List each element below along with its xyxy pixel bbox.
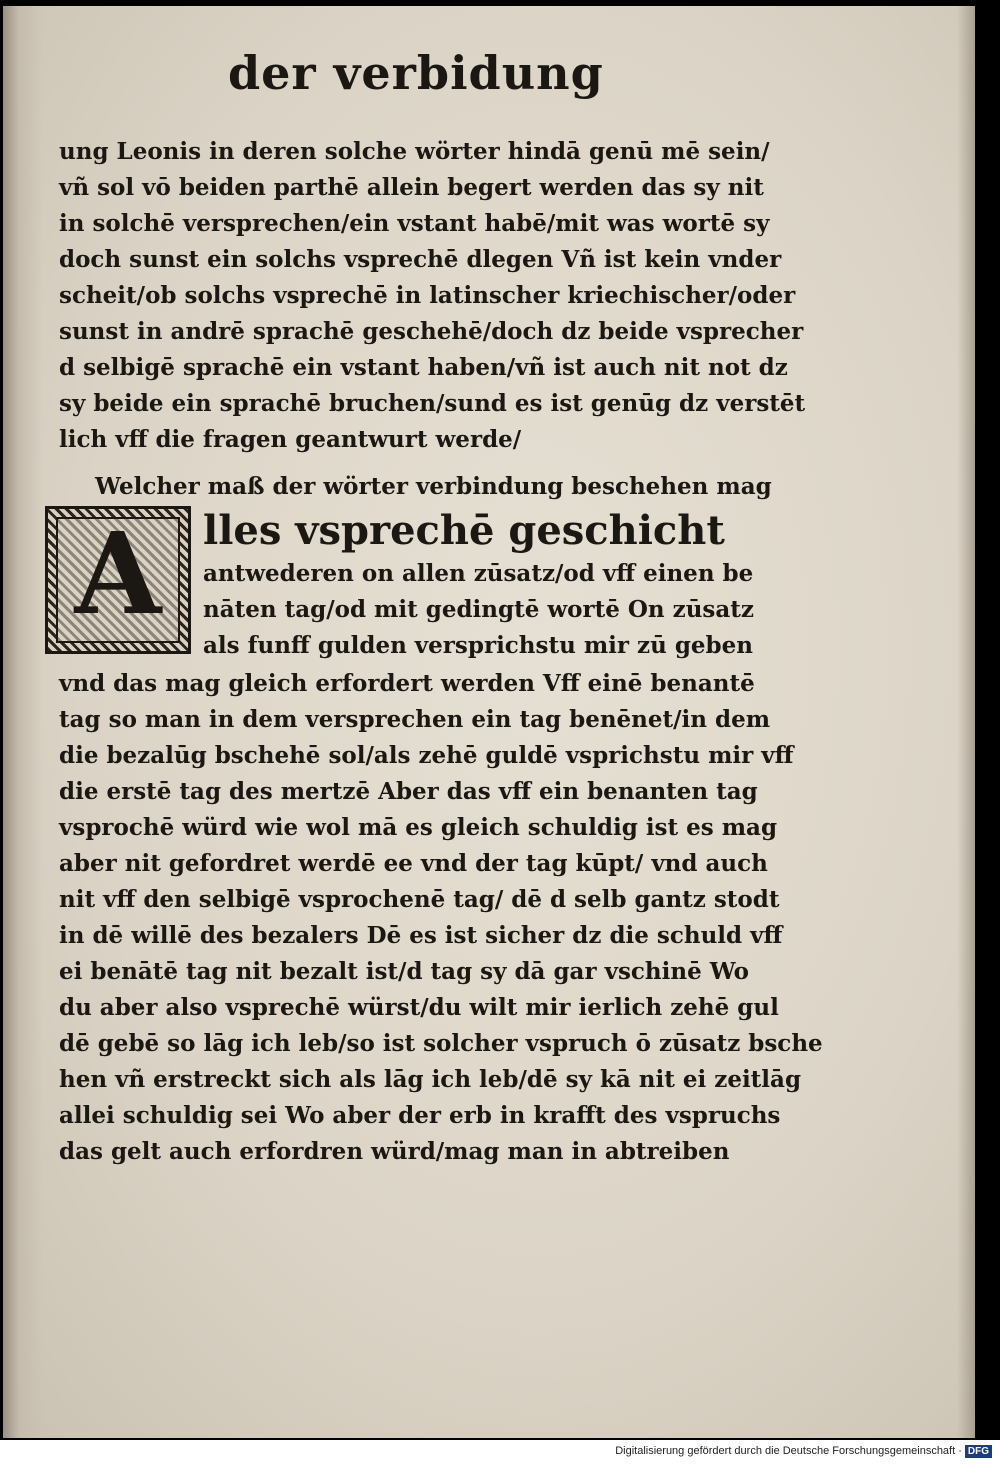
text-block-bottom <box>59 666 823 1170</box>
text-line: doch sunst ein solchs vsprechē dlegen Vñ ist kein vnder <box>59 246 782 273</box>
section-heading: Welcher maß der wörter verbindung beschehen mag <box>95 473 772 500</box>
text-line: scheit/ob solchs vsprechē in latinscher kriechischer/oder <box>59 282 796 309</box>
text-line: allei schuldig sei Wo aber der erb in krafft des vspruchs <box>59 1102 781 1129</box>
text-line: die bezalūg bschehē sol/als zehē guldē vsprichstu mir vff <box>59 742 794 769</box>
text-line: vsprochē würd wie wol mā es gleich schuldig ist es mag <box>59 814 778 841</box>
text-line: lich vff die fragen geantwurt werde/ <box>59 426 522 453</box>
text-line: dē gebē so lāg ich leb/so ist solcher vspruch ō zūsatz bsche <box>59 1030 823 1057</box>
dfg-logo[interactable]: DFG <box>965 1445 992 1458</box>
text-line: in dē willē des bezalers Dē es ist sicher dz die schuld vff <box>59 922 783 949</box>
page-gutter-shadow <box>3 6 43 1438</box>
text-line: als funff gulden versprichstu mir zū geben <box>203 632 753 659</box>
page-edge-shadow <box>957 6 975 1438</box>
text-block-initial <box>203 506 783 664</box>
text-line: aber nit gefordret werdē ee vnd der tag kūpt/ vnd auch <box>59 850 768 877</box>
text-line: tag so man in dem versprechen ein tag benēnet/in dem <box>59 706 771 733</box>
book-page <box>3 6 975 1438</box>
text-block-top <box>59 134 806 458</box>
text-line: vnd das mag gleich erfordert werden Vff einē benantē <box>59 670 755 697</box>
text-line: die erstē tag des mertzē Aber das vff ein benanten tag <box>59 778 758 805</box>
running-head-title: der verbidung <box>228 46 604 100</box>
text-line: das gelt auch erfordren würd/mag man in abtreiben <box>59 1138 730 1165</box>
text-line: sunst in andrē sprachē geschehē/doch dz beide vsprecher <box>59 318 804 345</box>
text-line: antwederen on allen zūsatz/od vff einen be <box>203 560 754 587</box>
text-line: sy beide ein sprachē bruchen/sund es ist genūg dz verstēt <box>59 390 806 417</box>
initial-letter: A <box>74 509 162 640</box>
first-line-large: lles vsprechē geschicht <box>203 507 725 554</box>
text-line: vñ sol vō beiden parthē allein begert werden das sy nit <box>59 174 764 201</box>
text-line: hen vñ erstreckt sich als lāg ich leb/dē sy kā nit ei zeitlāg <box>59 1066 802 1093</box>
decorated-initial <box>45 506 191 654</box>
digitization-credit <box>615 1445 992 1458</box>
text-line: in solchē versprechen/ein vstant habē/mit was wortē sy <box>59 210 770 237</box>
credit-text: Digitalisierung gefördert durch die Deutsche Forschungsgemeinschaft · <box>615 1445 962 1457</box>
text-line: nit vff den selbigē vsprochenē tag/ dē d selb gantz stodt <box>59 886 780 913</box>
text-line: d selbigē sprachē ein vstant haben/vñ ist auch nit not dz <box>59 354 788 381</box>
text-line: du aber also vsprechē würst/du wilt mir ierlich zehē gul <box>59 994 779 1021</box>
text-line: ei benātē tag nit bezalt ist/d tag sy dā gar vschinē Wo <box>59 958 750 985</box>
text-line: nāten tag/od mit gedingtē wortē On zūsatz <box>203 596 754 623</box>
text-line: ung Leonis in deren solche wörter hindā genū mē sein/ <box>59 138 770 165</box>
